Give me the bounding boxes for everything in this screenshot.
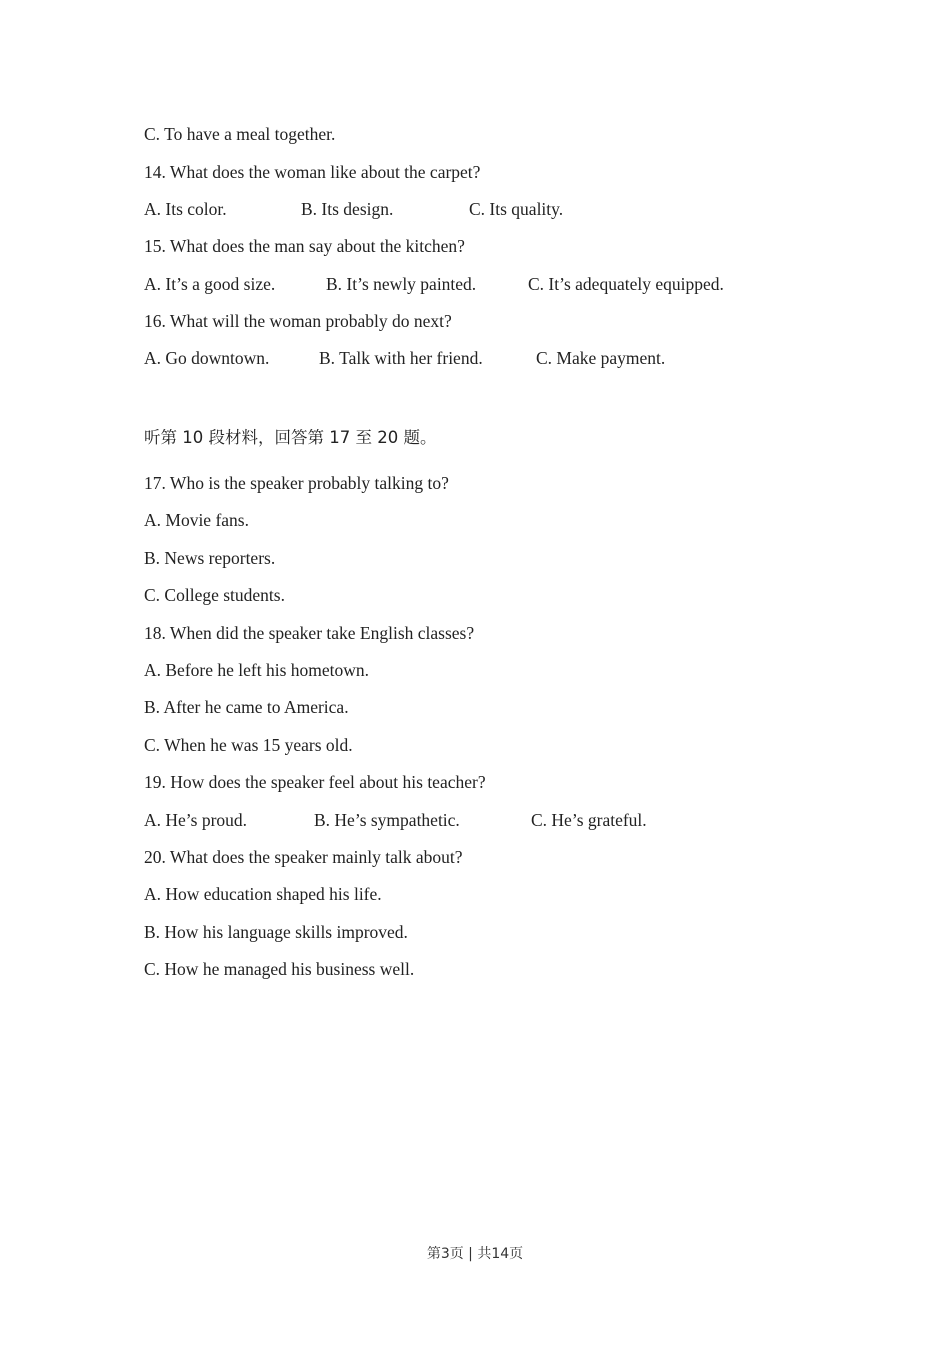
- q19-question: 19. How does the speaker feel about his teacher?: [144, 772, 486, 792]
- q14-option-a: A. Its color.: [144, 199, 227, 219]
- q13-option-c: C. To have a meal together.: [144, 124, 336, 144]
- q15-option-c: C. It’s adequately equipped.: [528, 274, 724, 294]
- q20-option-a: A. How education shaped his life.: [144, 884, 382, 904]
- q14-question: 14. What does the woman like about the carpet?: [144, 162, 481, 182]
- q19-option-c: C. He’s grateful.: [531, 810, 647, 830]
- q19-option-b: B. He’s sympathetic.: [314, 810, 460, 830]
- q17-option-b: B. News reporters.: [144, 548, 276, 568]
- q16-question: 16. What will the woman probably do next?: [144, 311, 452, 331]
- q17-question: 17. Who is the speaker probably talking to?: [144, 473, 449, 493]
- q20-question: 20. What does the speaker mainly talk about?: [144, 847, 463, 867]
- q14-option-c: C. Its quality.: [469, 199, 564, 219]
- section-heading: 听第 10 段材料，回答第 17 至 20 题。: [144, 428, 437, 447]
- q16-option-c: C. Make payment.: [536, 348, 666, 368]
- q17-option-a: A. Movie fans.: [144, 510, 249, 530]
- q18-option-a: A. Before he left his hometown.: [144, 660, 370, 680]
- q19-option-a: A. He’s proud.: [144, 810, 248, 830]
- q16-option-a: A. Go downtown.: [144, 348, 270, 368]
- q15-question: 15. What does the man say about the kitchen?: [144, 236, 465, 256]
- q18-question: 18. When did the speaker take English classes?: [144, 623, 475, 643]
- page-number-footer: 第3页 | 共14页: [426, 1246, 524, 1262]
- q20-option-b: B. How his language skills improved.: [144, 922, 408, 942]
- q17-option-c: C. College students.: [144, 585, 285, 605]
- q15-option-b: B. It’s newly painted.: [326, 274, 477, 294]
- q14-option-b: B. Its design.: [301, 199, 394, 219]
- q15-option-a: A. It’s a good size.: [144, 274, 276, 294]
- q16-option-b: B. Talk with her friend.: [319, 348, 483, 368]
- q18-option-b: B. After he came to America.: [144, 697, 349, 717]
- q20-option-c: C. How he managed his business well.: [144, 959, 415, 979]
- q18-option-c: C. When he was 15 years old.: [144, 735, 353, 755]
